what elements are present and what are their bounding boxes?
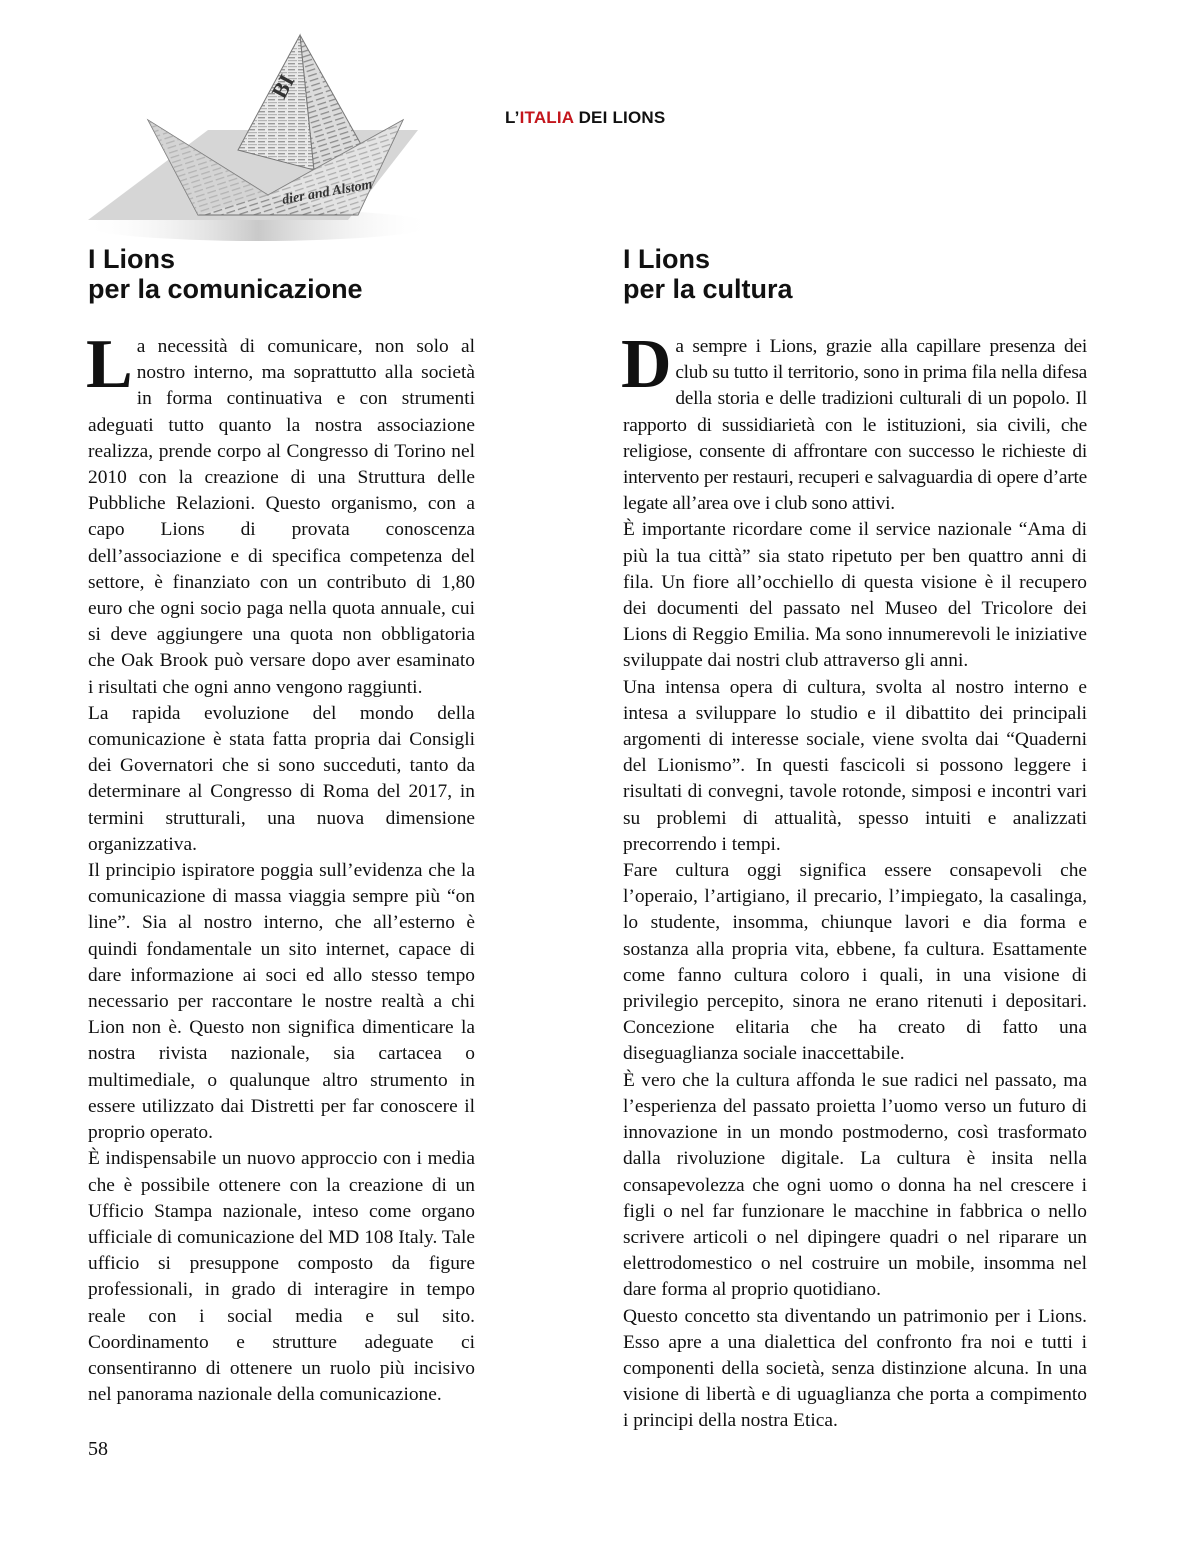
- paper-boat-newspaper-icon: [88, 20, 460, 242]
- kicker-highlight: ITALIA: [519, 108, 574, 127]
- svg-text:dier and Alstom: dier and Alstom: [281, 177, 374, 208]
- left-paragraph-4: È indispensabile un nuovo approccio con i media che è possibile ottenere con la creazione di un Ufficio Stampa nazionale, inteso come organo ufficiale di comunicazione del MD 108 Italy. Tale ufficio si presuppone composto da figure professionali, in grado di interagire in tempo reale con i social media e sul sito. Coordinamento e strutture adeguate ci consentiranno di ottenere un ruolo più incisivo nel panorama nazionale della comunicazione.: [88, 1148, 475, 1406]
- left-title-line1: I Lions: [88, 244, 175, 274]
- right-title-line2: per la cultura: [623, 274, 793, 304]
- left-paragraph-1-text: a necessità di comunicare, non solo al nostro interno, ma soprattutto alla società in forma continuativa e con strumenti adeguati tutto quanto la nostra associazione realizza, prende corpo al Congresso di Torino nel 2010 con la creazione di una Struttura delle Pubbliche Relazioni. Questo organismo, con a capo Lions di provata conoscenza dell’associazione e di specifica competenza del settore, è finanziato con un contributo di 1,80 euro che ogni socio paga nella quota annuale, cui si deve aggiungere una quota non obbligatoria che Oak Brook può versare dopo aver esaminato i risultati che ogni anno vengono raggiunti.: [88, 336, 475, 698]
- right-article: [623, 244, 1087, 1435]
- left-drop-cap: L: [86, 326, 133, 403]
- right-drop-cap: D: [621, 326, 672, 403]
- left-paragraph-2: La rapida evoluzione del mondo della comunicazione è stata fatta propria dai Consigli dei Governatori che si sono succeduti, tanto da determinare al Congresso di Roma del 2017, in termini strutturali, una nuova dimensione organizzativa.: [88, 702, 475, 855]
- left-paragraph-3: Il principio ispiratore poggia sull’evidenza che la comunicazione di massa viaggia sempre più “on line”. Sia al nostro interno, che all’esterno è quindi fondamentale un sito internet, capace di dare informazione ai soci ed allo stesso tempo necessario per raccontare le nostre realtà a chi Lion non è. Questo non significa dimenticare la nostra rivista nazionale, sia cartacea o multimediale, o qualunque altro strumento in essere utilizzato dai Distretti per far conoscere il proprio operato.: [88, 860, 475, 1144]
- left-article-title: [88, 244, 475, 304]
- kicker-prefix: L’: [505, 108, 520, 127]
- right-paragraph-6: Questo concetto sta diventando un patrimonio per i Lions. Esso apre a una dialettica del confronto fra noi e tutti i componenti della società, senza distinzione alcuna. In una visione di libertà e di uguaglianza che porta a compimento i principi della nostra Etica.: [623, 1305, 1087, 1432]
- right-paragraph-1-text: a sempre i Lions, grazie alla capillare presenza dei club su tutto il territorio, sono in prima fila nella difesa della storia e delle tradizioni culturali di un popolo. Il rapporto di sussidiarietà con le istituzioni, sia civili, che religiose, consente di affrontare con successo le richieste di intervento per restauri, recuperi e salvaguardia di opere d’arte legate all’area ove i club sono attivi.: [623, 336, 1087, 515]
- right-article-title: [623, 244, 1087, 304]
- left-article-body: [86, 326, 475, 1408]
- section-kicker: [505, 108, 665, 128]
- left-title-line2: per la comunicazione: [88, 274, 363, 304]
- right-paragraph-2: È importante ricordare come il service nazionale “Ama di più la tua città” sia stato ripetuto per ben quattro anni di fila. Un fiore all’occhiello di questa visione è il recupero dei documenti del passato nel Museo del Tricolore dei Lions di Reggio Emilia. Ma sono innumerevoli le iniziative sviluppate dai nostri club attraverso gli anni.: [623, 519, 1087, 672]
- left-paragraph-1: [86, 326, 475, 701]
- right-article-body: [621, 326, 1087, 1435]
- page-number: 58: [88, 1438, 108, 1460]
- right-title-line1: I Lions: [623, 244, 710, 274]
- right-paragraph-1: [621, 326, 1087, 517]
- right-paragraph-5: È vero che la cultura affonda le sue radici nel passato, ma l’esperienza del passato proietta l’uomo verso un futuro di innovazione in un mondo postmoderno, così trasformato dalla rivoluzione digitale. La cultura è insita nella consapevolezza che ogni uomo o donna ha nel crescere i figli o nel far funzionare le macchine in fabbrica o nello scrivere articoli o nel dipingere quadri o nel riparare un elettrodomestico o nel costruire un mobile, insomma nel dare forma al proprio quotidiano.: [623, 1069, 1087, 1301]
- right-paragraph-3: Una intensa opera di cultura, svolta al nostro interno e intesa a sviluppare lo studio e il dibattito dei principali argomenti di interesse sociale, viene svolta dai “Quaderni del Lionismo”. In questi fascicoli si possono leggere i risultati di convegni, tavole rotonde, simposi e incontri vari su problemi di attualità, spesso intuiti e analizzati precorrendo i tempi.: [623, 676, 1087, 855]
- svg-text:BI: BI: [266, 70, 300, 103]
- right-paragraph-4: Fare cultura oggi significa essere consapevoli che l’operaio, l’artigiano, il precario, l’impiegato, la casalinga, lo studente, insomma, chiunque lavori e dia forma e sostanza alla propria vita, ebbene, fa cultura. Esattamente come fanno cultura coloro i quali, in una visione di privilegio percepito, sinora ne erano ritenuti i depositari. Concezione elitaria che ha creato di fatto una diseguaglianza sociale inaccettabile.: [623, 860, 1087, 1065]
- kicker-suffix: DEI LIONS: [573, 108, 666, 127]
- left-article: [88, 244, 475, 1408]
